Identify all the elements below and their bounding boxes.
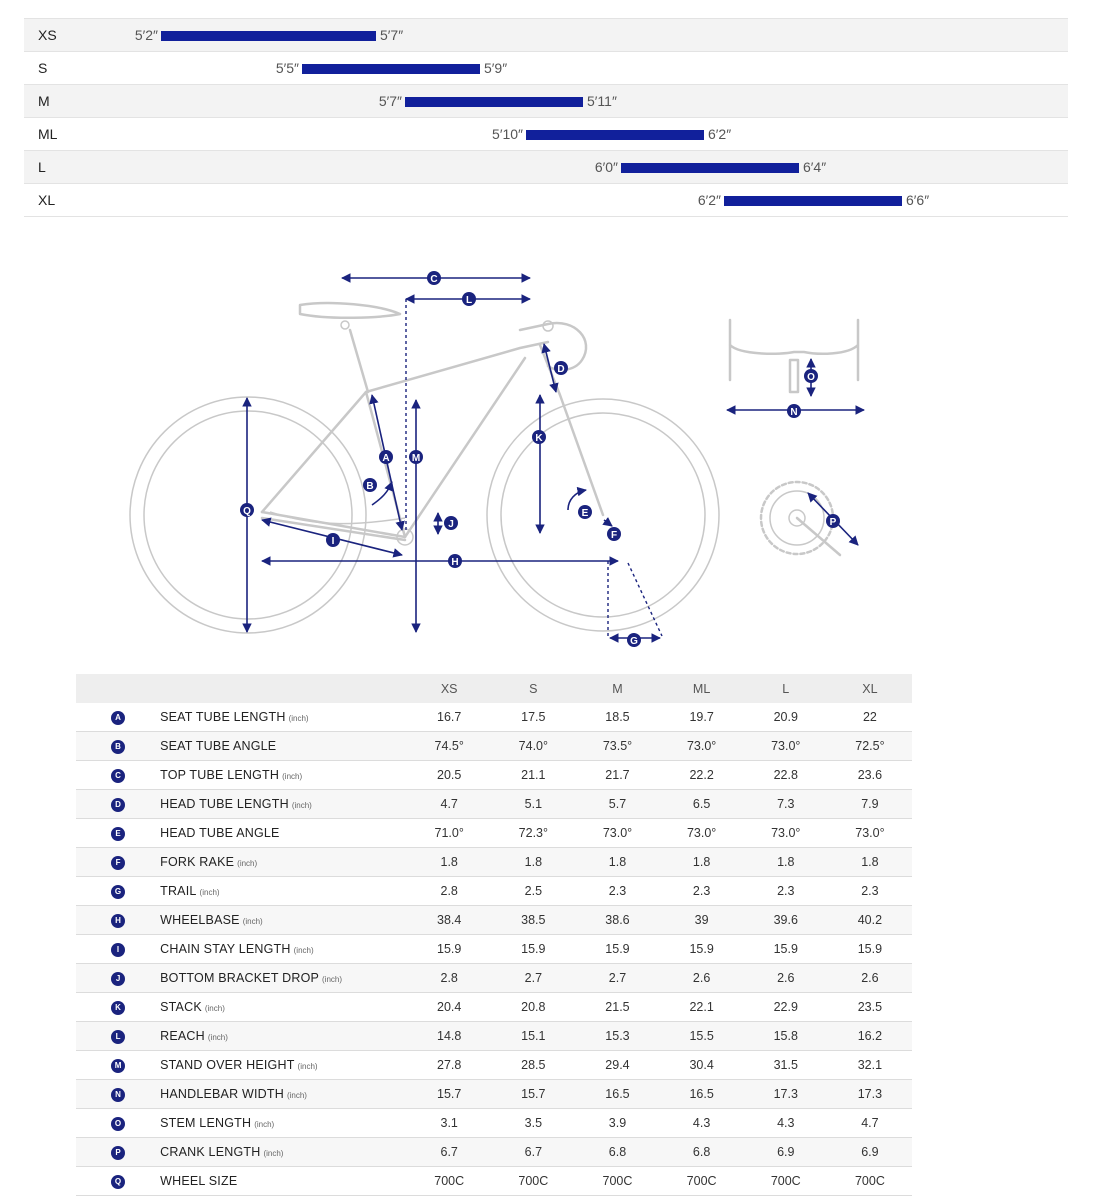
value-cell: 16.7 [407, 703, 491, 732]
height-min: 5′5″ [275, 60, 299, 76]
value-cell: 71.0° [407, 819, 491, 848]
measurement-name: CHAIN STAY LENGTH [160, 942, 291, 956]
measurement-badge: L [111, 1030, 125, 1044]
marker-g [627, 633, 641, 647]
marker-k [532, 430, 546, 444]
measurement-badge: Q [111, 1175, 125, 1189]
value-cell: 18.5 [575, 703, 659, 732]
measurement-badge: A [111, 711, 125, 725]
value-cell: 3.9 [575, 1109, 659, 1138]
value-cell: 15.5 [660, 1022, 744, 1051]
badge-cell [76, 732, 160, 761]
table-row [76, 906, 912, 935]
value-cell: 3.1 [407, 1109, 491, 1138]
measurement-label-cell [160, 877, 407, 906]
value-cell: 21.7 [575, 761, 659, 790]
measurement-badge: M [111, 1059, 125, 1073]
value-cell: 4.3 [660, 1109, 744, 1138]
header-blank [160, 674, 407, 703]
measurement-unit: (inch) [254, 1120, 275, 1129]
measurement-unit: (inch) [297, 1062, 318, 1071]
value-cell: 74.5° [407, 732, 491, 761]
value-cell: 30.4 [660, 1051, 744, 1080]
height-max: 6′6″ [906, 192, 930, 208]
value-cell: 2.7 [575, 964, 659, 993]
size-name: L [38, 159, 46, 175]
table-row [76, 703, 912, 732]
value-cell: 17.3 [828, 1080, 912, 1109]
value-cell: 73.0° [575, 819, 659, 848]
height-max: 6′2″ [708, 126, 732, 142]
value-cell: 40.2 [828, 906, 912, 935]
size-range-chart [24, 18, 1068, 217]
value-cell: 38.4 [407, 906, 491, 935]
value-cell: 73.0° [660, 732, 744, 761]
height-min: 5′2″ [134, 27, 158, 43]
marker-j [444, 516, 458, 530]
measurement-label-cell [160, 993, 407, 1022]
measurement-badge: I [111, 943, 125, 957]
value-cell: 15.8 [744, 1022, 828, 1051]
value-cell: 39.6 [744, 906, 828, 935]
measurement-name: WHEEL SIZE [160, 1174, 238, 1188]
height-range-bar [724, 196, 902, 206]
marker-b [363, 478, 377, 492]
value-cell: 20.4 [407, 993, 491, 1022]
value-cell: 20.8 [491, 993, 575, 1022]
size-row [24, 151, 1068, 184]
value-cell: 22.8 [744, 761, 828, 790]
measurement-name: TOP TUBE LENGTH [160, 768, 280, 782]
value-cell: 2.5 [491, 877, 575, 906]
marker-m [409, 450, 423, 464]
measurement-badge: G [111, 885, 125, 899]
measurement-unit: (inch) [291, 801, 312, 810]
measurement-label-cell [160, 819, 407, 848]
measurement-badge: E [111, 827, 125, 841]
value-cell: 28.5 [491, 1051, 575, 1080]
height-range-bar [526, 130, 704, 140]
column-header: XL [828, 674, 912, 703]
marker-l [462, 292, 476, 306]
column-header: S [491, 674, 575, 703]
marker-i [326, 533, 340, 547]
badge-cell [76, 1167, 160, 1196]
value-cell: 15.3 [575, 1022, 659, 1051]
measurement-unit: (inch) [199, 888, 220, 897]
column-header: M [575, 674, 659, 703]
value-cell: 1.8 [660, 848, 744, 877]
height-max: 6′4″ [803, 159, 827, 175]
size-name: XS [38, 27, 57, 43]
header-blank [76, 674, 160, 703]
value-cell: 38.6 [575, 906, 659, 935]
measurement-unit: (inch) [242, 917, 263, 926]
svg-text:M: M [411, 453, 421, 464]
value-cell: 6.5 [660, 790, 744, 819]
measurement-unit: (inch) [322, 975, 343, 984]
table-row [76, 993, 912, 1022]
column-header: XS [407, 674, 491, 703]
value-cell: 16.2 [828, 1022, 912, 1051]
measurement-label-cell [160, 906, 407, 935]
value-cell: 29.4 [575, 1051, 659, 1080]
measurement-unit: (inch) [237, 859, 258, 868]
marker-e [578, 505, 592, 519]
height-min: 5′7″ [378, 93, 402, 109]
value-cell: 3.5 [491, 1109, 575, 1138]
size-row [24, 18, 1068, 52]
value-cell: 15.9 [828, 935, 912, 964]
table-row [76, 877, 912, 906]
value-cell: 2.6 [744, 964, 828, 993]
table-row [76, 1080, 912, 1109]
value-cell: 5.7 [575, 790, 659, 819]
svg-text:C: C [430, 274, 438, 285]
height-range-bar [161, 31, 376, 41]
svg-text:L: L [465, 295, 473, 306]
table-row [76, 848, 912, 877]
size-name: S [38, 60, 48, 76]
value-cell: 22.2 [660, 761, 744, 790]
measurement-unit: (inch) [288, 714, 309, 723]
measurement-label-cell [160, 1022, 407, 1051]
size-row [24, 85, 1068, 118]
svg-text:B: B [366, 481, 374, 492]
height-min: 6′0″ [594, 159, 618, 175]
measurement-badge: P [111, 1146, 125, 1160]
measurement-label-cell [160, 848, 407, 877]
measurement-label-cell [160, 935, 407, 964]
bike-frame [262, 303, 603, 545]
size-name: M [38, 93, 50, 109]
size-row [24, 52, 1068, 85]
svg-text:J: J [448, 519, 454, 530]
svg-text:D: D [557, 364, 565, 375]
height-min: 6′2″ [697, 192, 721, 208]
measurement-name: STEM LENGTH [160, 1116, 252, 1130]
measurement-badge: J [111, 972, 125, 986]
svg-text:A: A [382, 453, 390, 464]
svg-text:O: O [807, 372, 815, 383]
value-cell: 72.5° [828, 732, 912, 761]
measurement-name: HANDLEBAR WIDTH [160, 1087, 284, 1101]
badge-cell [76, 906, 160, 935]
value-cell: 27.8 [407, 1051, 491, 1080]
value-cell: 20.5 [407, 761, 491, 790]
value-cell: 21.1 [491, 761, 575, 790]
value-cell: 2.8 [407, 964, 491, 993]
measurement-label-cell [160, 1109, 407, 1138]
table-row [76, 964, 912, 993]
value-cell: 31.5 [744, 1051, 828, 1080]
badge-cell [76, 848, 160, 877]
value-cell: 7.3 [744, 790, 828, 819]
svg-text:E: E [581, 508, 589, 519]
value-cell: 2.3 [575, 877, 659, 906]
table-row [76, 1138, 912, 1167]
value-cell: 32.1 [828, 1051, 912, 1080]
value-cell: 23.6 [828, 761, 912, 790]
measurement-badge: H [111, 914, 125, 928]
value-cell: 1.8 [744, 848, 828, 877]
measurement-name: STAND OVER HEIGHT [160, 1058, 295, 1072]
value-cell: 6.7 [407, 1138, 491, 1167]
value-cell: 15.9 [660, 935, 744, 964]
measurement-unit: (inch) [293, 946, 314, 955]
value-cell: 6.7 [491, 1138, 575, 1167]
value-cell: 700C [575, 1167, 659, 1196]
value-cell: 700C [407, 1167, 491, 1196]
value-cell: 19.7 [660, 703, 744, 732]
height-max: 5′9″ [484, 60, 508, 76]
value-cell: 73.5° [575, 732, 659, 761]
value-cell: 6.9 [744, 1138, 828, 1167]
measurement-unit: (inch) [204, 1004, 225, 1013]
measurement-name: HEAD TUBE LENGTH [160, 797, 289, 811]
value-cell: 39 [660, 906, 744, 935]
measurement-unit: (inch) [282, 772, 303, 781]
value-cell: 73.0° [744, 732, 828, 761]
measurement-name: STACK [160, 1000, 202, 1014]
badge-cell [76, 1138, 160, 1167]
measurement-label-cell [160, 1051, 407, 1080]
marker-n [787, 404, 801, 418]
value-cell: 21.5 [575, 993, 659, 1022]
measurement-label-cell [160, 1138, 407, 1167]
measurement-badge: C [111, 769, 125, 783]
height-range-bar [405, 97, 583, 107]
value-cell: 700C [660, 1167, 744, 1196]
bike-geometry-diagram [0, 250, 1100, 660]
value-cell: 5.1 [491, 790, 575, 819]
marker-f [607, 527, 621, 541]
badge-cell [76, 761, 160, 790]
value-cell: 2.6 [660, 964, 744, 993]
badge-cell [76, 1022, 160, 1051]
value-cell: 73.0° [660, 819, 744, 848]
marker-q [240, 503, 254, 517]
value-cell: 72.3° [491, 819, 575, 848]
marker-p [826, 514, 840, 528]
svg-text:K: K [535, 433, 543, 444]
value-cell: 22.1 [660, 993, 744, 1022]
height-max: 5′11″ [587, 93, 617, 109]
value-cell: 16.5 [660, 1080, 744, 1109]
svg-text:F: F [610, 530, 618, 541]
table-row [76, 1022, 912, 1051]
badge-cell [76, 993, 160, 1022]
measurement-badge: B [111, 740, 125, 754]
svg-text:G: G [630, 636, 638, 647]
value-cell: 1.8 [407, 848, 491, 877]
measurement-label-cell [160, 761, 407, 790]
geometry-table [76, 674, 912, 1196]
measurement-name: BOTTOM BRACKET DROP [160, 971, 320, 985]
value-cell: 2.3 [828, 877, 912, 906]
measurement-name: SEAT TUBE ANGLE [160, 739, 277, 753]
value-cell: 74.0° [491, 732, 575, 761]
badge-cell [76, 1080, 160, 1109]
table-row [76, 1167, 912, 1196]
marker-a [379, 450, 393, 464]
measurement-name: CRANK LENGTH [160, 1145, 261, 1159]
table-row [76, 935, 912, 964]
table-row [76, 790, 912, 819]
column-header: L [744, 674, 828, 703]
value-cell: 15.9 [744, 935, 828, 964]
handlebar-front-view [730, 320, 858, 392]
table-row [76, 761, 912, 790]
column-header: ML [660, 674, 744, 703]
size-row [24, 184, 1068, 217]
table-row [76, 1109, 912, 1138]
table-row [76, 1051, 912, 1080]
measurement-badge: F [111, 856, 125, 870]
value-cell: 17.5 [491, 703, 575, 732]
value-cell: 38.5 [491, 906, 575, 935]
height-range-bar [621, 163, 799, 173]
badge-cell [76, 1051, 160, 1080]
svg-text:H: H [451, 557, 459, 568]
value-cell: 15.9 [491, 935, 575, 964]
dimension-lines [247, 278, 864, 638]
marker-o [804, 369, 818, 383]
measurement-label-cell [160, 732, 407, 761]
value-cell: 1.8 [491, 848, 575, 877]
value-cell: 22 [828, 703, 912, 732]
value-cell: 23.5 [828, 993, 912, 1022]
value-cell: 15.7 [491, 1080, 575, 1109]
value-cell: 700C [491, 1167, 575, 1196]
measurement-badge: K [111, 1001, 125, 1015]
value-cell: 6.9 [828, 1138, 912, 1167]
measurement-label-cell [160, 1167, 407, 1196]
value-cell: 17.3 [744, 1080, 828, 1109]
value-cell: 700C [828, 1167, 912, 1196]
table-row [76, 732, 912, 761]
value-cell: 4.3 [744, 1109, 828, 1138]
table-row [76, 819, 912, 848]
size-row [24, 118, 1068, 151]
marker-h [448, 554, 462, 568]
measurement-badge: O [111, 1117, 125, 1131]
measurement-badge: N [111, 1088, 125, 1102]
badge-cell [76, 877, 160, 906]
marker-d [554, 361, 568, 375]
value-cell: 1.8 [575, 848, 659, 877]
badge-cell [76, 935, 160, 964]
measurement-name: WHEELBASE [160, 913, 240, 927]
badge-cell [76, 819, 160, 848]
measurement-label-cell [160, 703, 407, 732]
measurement-label-cell [160, 1080, 407, 1109]
svg-text:I: I [331, 536, 335, 547]
value-cell: 2.8 [407, 877, 491, 906]
height-range-bar [302, 64, 480, 74]
value-cell: 15.9 [407, 935, 491, 964]
value-cell: 2.6 [828, 964, 912, 993]
height-max: 5′7″ [380, 27, 404, 43]
value-cell: 20.9 [744, 703, 828, 732]
svg-text:P: P [829, 517, 837, 528]
size-name: ML [38, 126, 58, 142]
value-cell: 4.7 [828, 1109, 912, 1138]
svg-text:Q: Q [243, 506, 251, 517]
marker-c [427, 271, 441, 285]
measurement-name: FORK RAKE [160, 855, 235, 869]
value-cell: 22.9 [744, 993, 828, 1022]
height-min: 5′10″ [492, 126, 523, 142]
value-cell: 14.8 [407, 1022, 491, 1051]
badge-cell [76, 964, 160, 993]
value-cell: 16.5 [575, 1080, 659, 1109]
value-cell: 15.9 [575, 935, 659, 964]
badge-cell [76, 790, 160, 819]
measurement-badge: D [111, 798, 125, 812]
badge-cell [76, 1109, 160, 1138]
measurement-unit: (inch) [207, 1033, 228, 1042]
measurement-name: SEAT TUBE LENGTH [160, 710, 286, 724]
value-cell: 4.7 [407, 790, 491, 819]
measurement-label-cell [160, 964, 407, 993]
value-cell: 2.3 [744, 877, 828, 906]
value-cell: 73.0° [744, 819, 828, 848]
value-cell: 1.8 [828, 848, 912, 877]
svg-text:N: N [790, 407, 798, 418]
table-header-row [76, 674, 912, 703]
value-cell: 15.7 [407, 1080, 491, 1109]
value-cell: 2.3 [660, 877, 744, 906]
value-cell: 73.0° [828, 819, 912, 848]
measurement-name: TRAIL [160, 884, 197, 898]
value-cell: 2.7 [491, 964, 575, 993]
size-name: XL [38, 192, 56, 208]
value-cell: 7.9 [828, 790, 912, 819]
value-cell: 700C [744, 1167, 828, 1196]
measurement-name: REACH [160, 1029, 205, 1043]
value-cell: 15.1 [491, 1022, 575, 1051]
measurement-unit: (inch) [263, 1149, 284, 1158]
measurement-unit: (inch) [286, 1091, 307, 1100]
measurement-name: HEAD TUBE ANGLE [160, 826, 280, 840]
value-cell: 6.8 [660, 1138, 744, 1167]
measurement-label-cell [160, 790, 407, 819]
badge-cell [76, 703, 160, 732]
value-cell: 6.8 [575, 1138, 659, 1167]
